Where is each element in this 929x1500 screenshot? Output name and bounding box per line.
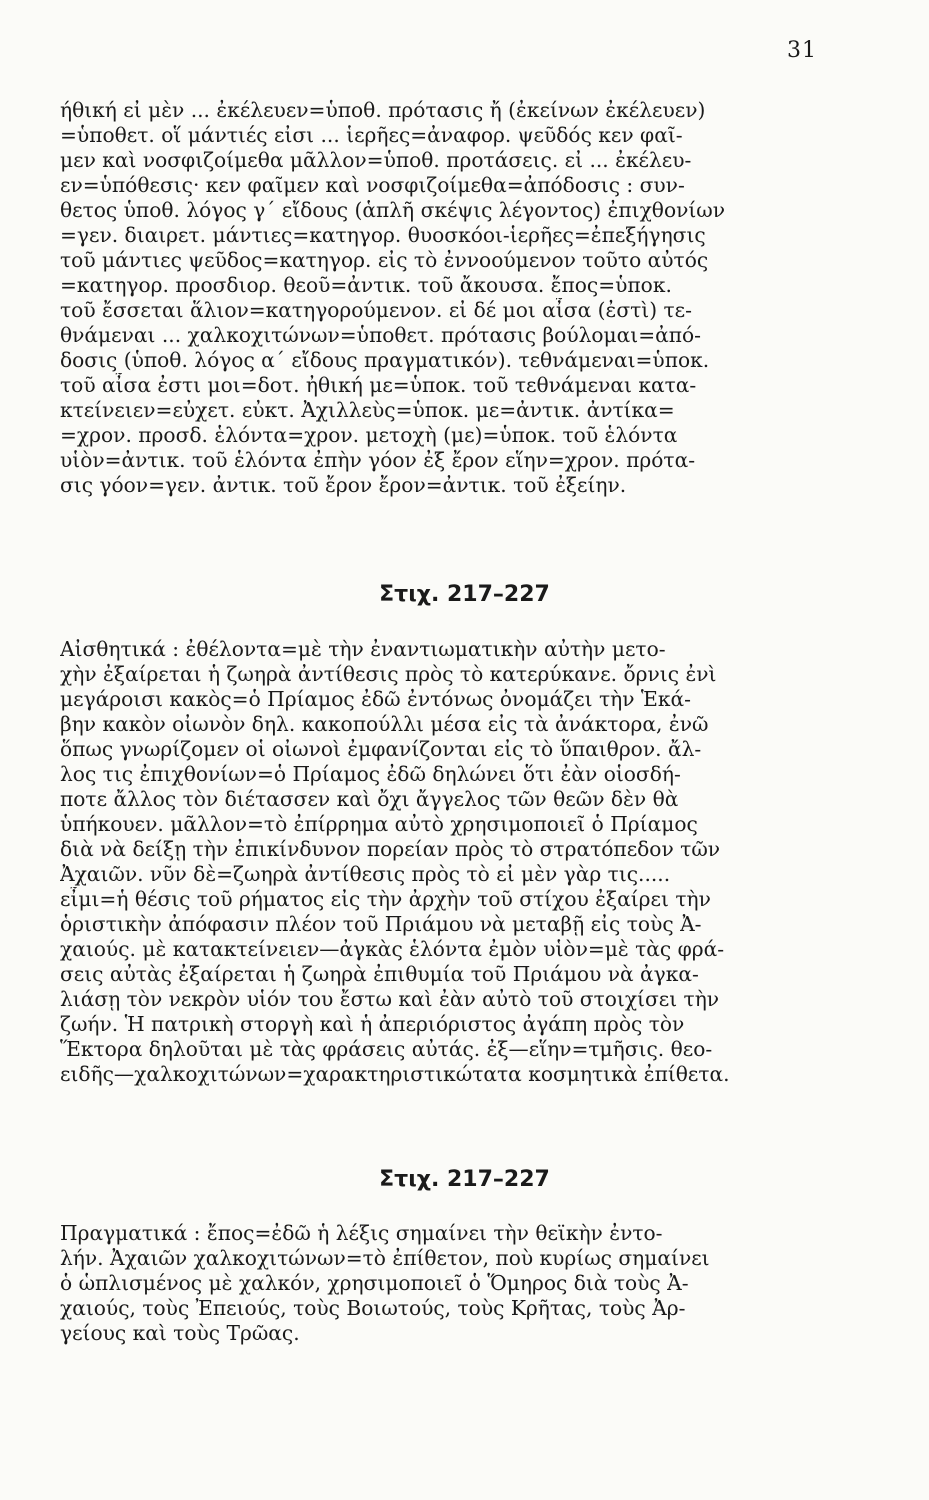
text-line: μεν καὶ νοσφιζοίμεθα μᾶλλον=ὑποθ. προτάσεις. εἰ ... ἐκέλευ- — [60, 148, 692, 172]
text-line: λος τις ἐπιχθονίων=ὁ Πρίαμος ἐδῶ δηλώνει ὅτι ἐὰν οἱοσδή- — [60, 762, 681, 786]
text-line: εἶμι=ἡ θέσις τοῦ ρήματος εἰς τὴν ἀρχὴν τοῦ στίχου ἐξαίρει τὴν — [60, 887, 711, 911]
text-line: σις γόον=γεν. ἀντικ. τοῦ ἔρον ἔρον=ἀντικ. τοῦ ἐξείην. — [60, 473, 627, 497]
text-line: τοῦ αἶσα ἐστι μοι=δοτ. ἠθική με=ὑποκ. τοῦ τεθνάμεναι κατα- — [60, 373, 697, 397]
text-line: Αἰσθητικά : ἐθέλοντα=μὲ τὴν ἐναντιωματικὴν αὐτὴν μετο- — [60, 637, 666, 661]
text-line: διὰ νὰ δείξῃ τὴν ἐπικίνδυνον πορείαν πρὸς τὸ στρατόπεδον τῶν — [60, 837, 721, 861]
text-line: λήν. Ἀχαιῶν χαλκοχιτώνων=τὸ ἐπίθετον, ποὺ κυρίως σημαίνει — [60, 1246, 710, 1270]
text-line: κτείνειεν=εὐχετ. εὐκτ. Ἀχιλλεὺς=ὑποκ. με=ἀντικ. ἀντίκα= — [60, 398, 675, 422]
grammar-notes-block — [60, 98, 833, 498]
text-line: ὅπως γνωρίζομεν οἱ οἰωνοὶ ἐμφανίζονται εἰς τὸ ὕπαιθρον. ἄλ- — [60, 737, 702, 761]
text-line: χαιούς. μὲ κατακτείνειεν—ἀγκὰς ἑλόντα ἐμὸν υἱὸν=μὲ τὰς φρά- — [60, 937, 725, 961]
text-line: Πραγματικά : ἔπος=ἐδῶ ἡ λέξις σημαίνει τὴν θεϊκὴν ἐντο- — [60, 1221, 663, 1245]
text-line: ειδῆς—χαλκοχιτώνων=χαρακτηριστικώτατα κοσμητικὰ ἐπίθετα. — [60, 1062, 730, 1086]
page-number: 31 — [787, 38, 817, 63]
text-line: τοῦ ἔσσεται ἅλιον=κατηγορούμενον. εἰ δέ μοι αἶσα (ἐστὶ) τε- — [60, 298, 692, 322]
text-line: σεις αὐτὰς ἐξαίρεται ἡ ζωηρὰ ἐπιθυμία τοῦ Πριάμου νὰ ἀγκα- — [60, 962, 699, 986]
text-line: Ἕκτορα δηλοῦται μὲ τὰς φράσεις αὐτάς. ἐξ—εἵην=τμῆσις. θεο- — [60, 1037, 713, 1061]
text-line: =κατηγορ. προσδιορ. θεοῦ=ἀντικ. τοῦ ἄκουσα. ἔπος=ὑποκ. — [60, 273, 672, 297]
text-line: βην κακὸν οἰωνὸν δηλ. κακοπούλλι μέσα εἰς τὰ ἀνάκτορα, ἐνῶ — [60, 712, 709, 736]
text-line: λιάσῃ τὸν νεκρὸν υἱόν του ἔστω καὶ ἐὰν αὐτὸ τοῦ στοιχίσει τὴν — [60, 987, 720, 1011]
text-line: θνάμεναι ... χαλκοχιτώνων=ὑποθετ. πρότασις βούλομαι=ἀπό- — [60, 323, 701, 347]
text-line: γείους καὶ τοὺς Τρῶας. — [60, 1321, 300, 1345]
text-line: δοσις (ὑποθ. λόγος α΄ εἴδους πραγματικόν). τεθνάμεναι=ὑποκ. — [60, 348, 710, 372]
text-line: ζωήν. Ἡ πατρικὴ στοργὴ καὶ ἡ ἀπεριόριστος ἀγάπη πρὸς τὸν — [60, 1012, 685, 1036]
text-line: εν=ὑπόθεσις· κεν φαῖμεν καὶ νοσφιζοίμεθα=ἀπόδοσις : συν- — [60, 173, 685, 197]
text-line: ὑπήκουεν. μᾶλλον=τὸ ἐπίρρημα αὐτὸ χρησιμοποιεῖ ὁ Πρίαμος — [60, 812, 698, 836]
text-line: ὁ ὡπλισμένος μὲ χαλκόν, χρησιμοποιεῖ ὁ Ὅμηρος διὰ τοὺς Ἀ- — [60, 1271, 689, 1295]
section-heading: Στιχ. 217–227 — [379, 1167, 550, 1192]
text-line: θετος ὑποθ. λόγος γ΄ εἴδους (ἁπλῆ σκέψις λέγοντος) ἐπιχθονίων — [60, 198, 726, 222]
section-heading: Στιχ. 217–227 — [379, 582, 550, 607]
text-line: χὴν ἐξαίρεται ἡ ζωηρὰ ἀντίθεσις πρὸς τὸ κατερύκανε. ὄρνις ἐνὶ — [60, 662, 717, 686]
text-line: ήθική εἰ μὲν ... ἐκέλευεν=ὑποθ. πρότασις ἤ (ἐκείνων ἐκέλευεν) — [60, 98, 706, 122]
text-line: μεγάροισι κακὸς=ὁ Πρίαμος ἐδῶ ἐντόνως ὀνομάζει τὴν Ἑκά- — [60, 687, 691, 711]
text-line: Ἀχαιῶν. νῦν δὲ=ζωηρὰ ἀντίθεσις πρὸς τὸ εἰ μὲν γὰρ τις..... — [60, 862, 671, 886]
text-line: =ὑποθετ. οἵ μάντιές εἰσι ... ἱερῆες=ἀναφορ. ψεῦδός κεν φαῖ- — [60, 123, 683, 147]
text-line: χαιούς, τοὺς Ἐπειούς, τοὺς Βοιωτούς, τοὺς Κρῆτας, τοὺς Ἀρ- — [60, 1296, 686, 1320]
factual-notes-block — [60, 1221, 833, 1346]
text-line: υἱὸν=ἀντικ. τοῦ ἑλόντα ἐπὴν γόον ἐξ ἔρον εἵην=χρον. πρότα- — [60, 448, 696, 472]
text-line: ποτε ἄλλος τὸν διέτασσεν καὶ ὄχι ἄγγελος τῶν θεῶν δὲν θὰ — [60, 787, 679, 811]
text-line: =χρον. προσδ. ἑλόντα=χρον. μετοχὴ (με)=ὑποκ. τοῦ ἑλόντα — [60, 423, 678, 447]
text-line: τοῦ μάντιες ψεῦδος=κατηγορ. εἰς τὸ ἐννοούμενον τοῦτο αὐτός — [60, 248, 709, 272]
text-line: ὁριστικὴν ἀπόφασιν πλέον τοῦ Πριάμου νὰ μεταβῇ εἰς τοὺς Ἀ- — [60, 912, 702, 936]
text-line: =γεν. διαιρετ. μάντιες=κατηγορ. θυοσκόοι-ἱερῆες=ἐπεξήγησις — [60, 223, 706, 247]
aesthetic-notes-block — [60, 637, 833, 1087]
